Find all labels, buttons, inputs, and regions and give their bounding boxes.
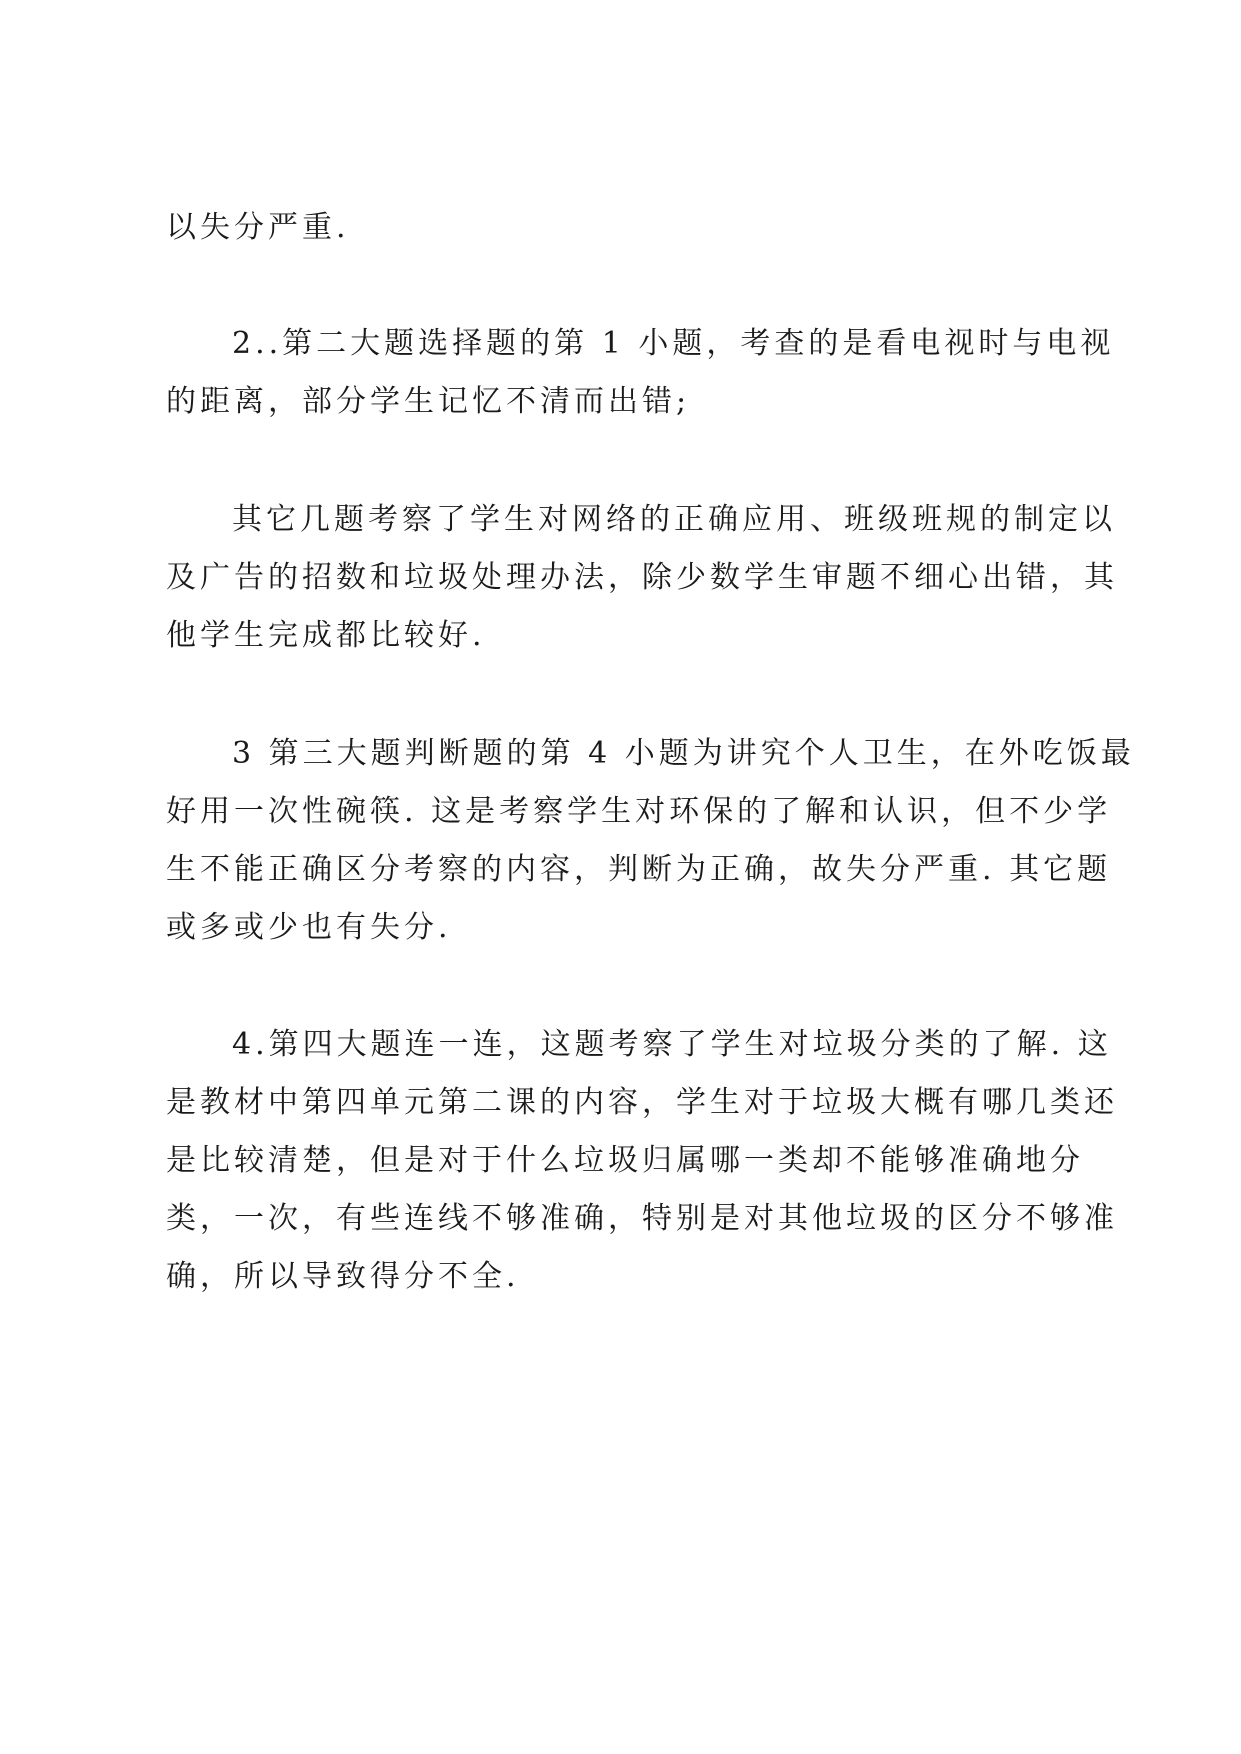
paragraph-4-line-4: 或多或少也有失分. <box>166 910 452 945</box>
paragraph-3-line-1: 其它几题考察了学生对网络的正确应用、班级班规的制定以 <box>232 502 1116 537</box>
paragraph-2-line-2: 的距离，部分学生记忆不清而出错; <box>166 384 691 419</box>
paragraph-4-line-1: 3 第三大题判断题的第 4 小题为讲究个人卫生，在外吃饭最 <box>232 736 1135 771</box>
paragraph-1-line-1: 以失分严重. <box>166 210 350 245</box>
paragraph-3-line-2: 及广告的招数和垃圾处理办法，除少数学生审题不细心出错，其 <box>166 560 1118 595</box>
paragraph-5-line-1: 4.第四大题连一连，这题考察了学生对垃圾分类的了解. 这 <box>232 1027 1112 1062</box>
paragraph-5-line-2: 是教材中第四单元第二课的内容，学生对于垃圾大概有哪几类还 <box>166 1085 1118 1120</box>
paragraph-3-line-3: 他学生完成都比较好. <box>166 618 486 653</box>
paragraph-5-line-4: 类，一次，有些连线不够准确，特别是对其他垃圾的区分不够准 <box>166 1201 1118 1236</box>
paragraph-4-line-3: 生不能正确区分考察的内容，判断为正确，故失分严重. 其它题 <box>166 852 1112 887</box>
paragraph-2-line-1: 2..第二大题选择题的第 1 小题，考查的是看电视时与电视 <box>232 326 1115 361</box>
paragraph-5-line-5: 确，所以导致得分不全. <box>166 1259 520 1294</box>
paragraph-4-line-2: 好用一次性碗筷. 这是考察学生对环保的了解和认识，但不少学 <box>166 794 1112 829</box>
paragraph-5-line-3: 是比较清楚，但是对于什么垃圾归属哪一类却不能够准确地分 <box>166 1143 1084 1178</box>
